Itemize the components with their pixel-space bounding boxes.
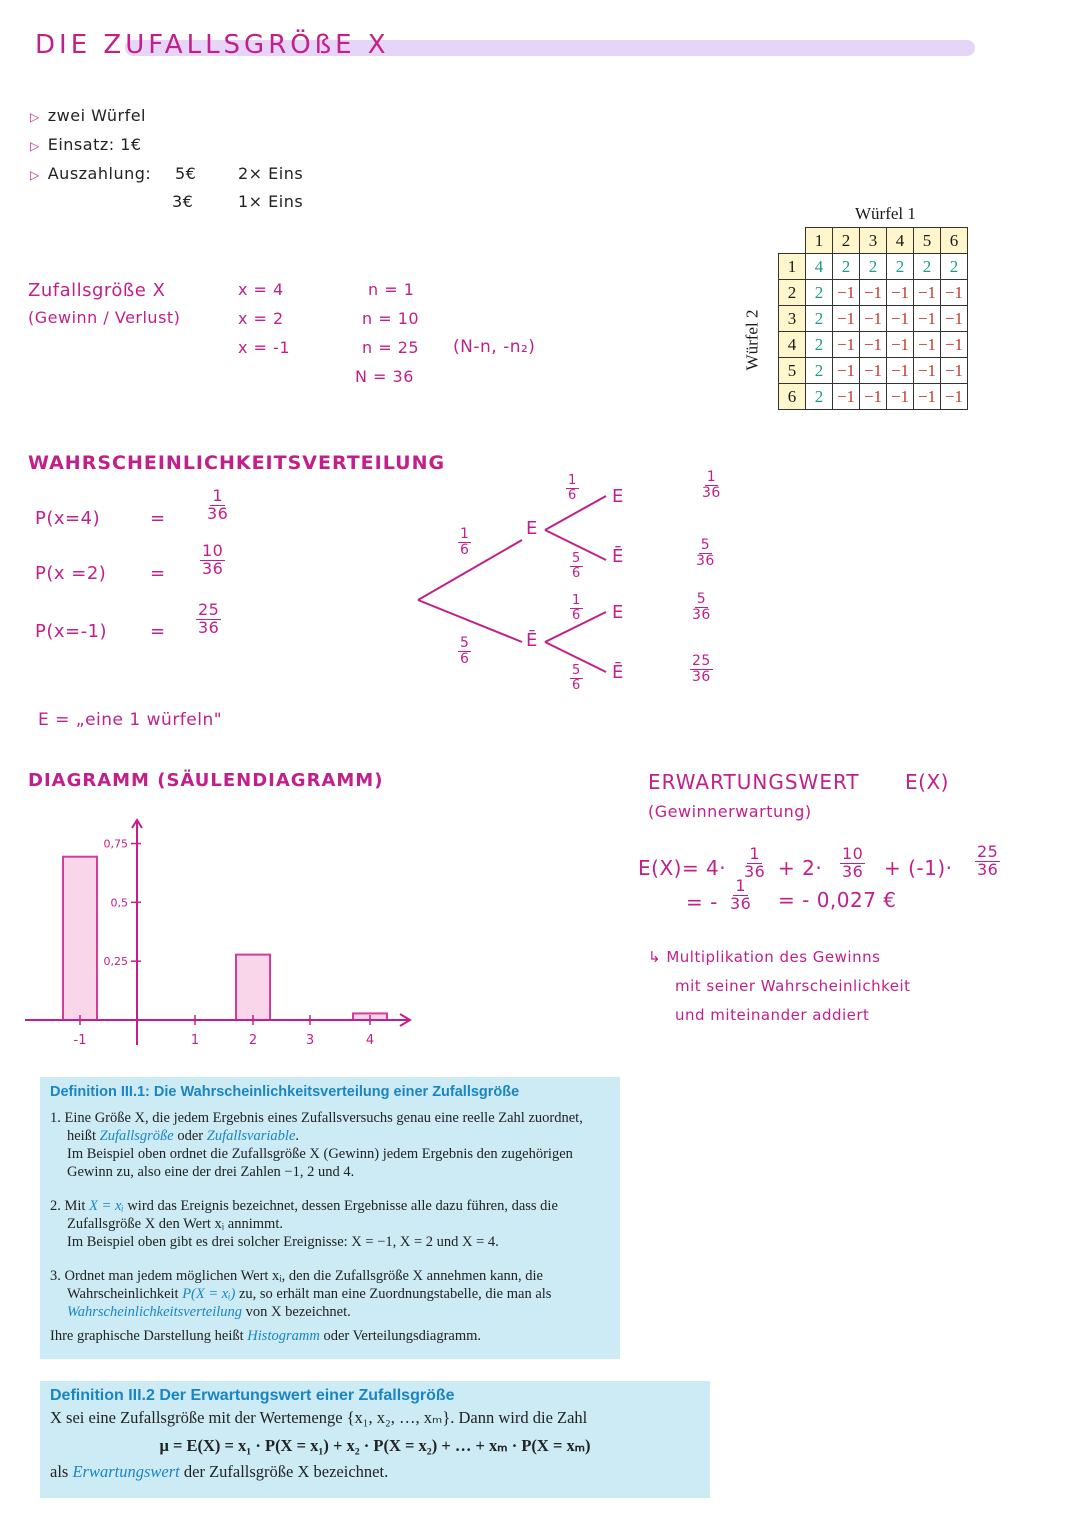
zufall-label: Zufallsgröße X bbox=[28, 280, 166, 301]
term-zufallsvariable: Zufallsvariable bbox=[206, 1128, 296, 1144]
frac-den: 6 bbox=[460, 541, 470, 558]
table-cell: −1 bbox=[887, 332, 914, 358]
table-cell: 2 bbox=[860, 254, 887, 280]
table-cell: −1 bbox=[941, 332, 968, 358]
term-verteilung: Wahrscheinlichkeitsverteilung bbox=[67, 1304, 243, 1320]
definition-2-line-3 bbox=[50, 1461, 700, 1483]
table-cell: −1 bbox=[860, 358, 887, 384]
frac-den: 36 bbox=[692, 668, 711, 685]
x-value-1: x = 4 bbox=[238, 280, 284, 299]
chart-y-tick-label: 0,75 bbox=[103, 837, 128, 851]
text: 2. Mit bbox=[50, 1198, 90, 1214]
frac-den: 6 bbox=[568, 487, 577, 503]
definition-2-formula: μ = E(X) = x₁ · P(X = x₁) + x₂ · P(X = x₂) + … + xₘ · P(X = xₘ) bbox=[159, 1436, 591, 1455]
text: der Zufallsgröße X bezeichnet. bbox=[179, 1462, 389, 1481]
table-cell: −1 bbox=[887, 280, 914, 306]
frac-num: 10 bbox=[842, 844, 864, 863]
erwartung-note-2: mit seiner Wahrscheinlichkeit bbox=[675, 977, 911, 995]
frac-den: 36 bbox=[696, 552, 715, 569]
table-cell: −1 bbox=[914, 280, 941, 306]
frac-num: 1 bbox=[568, 473, 577, 488]
payout-cond-2: 1× Eins bbox=[238, 192, 304, 211]
row-header: 3 bbox=[779, 306, 806, 332]
row-header: 2 bbox=[779, 280, 806, 306]
x-value-2: x = 2 bbox=[238, 309, 284, 328]
n-total: N = 36 bbox=[355, 367, 414, 386]
erwartung-line2-rhs: = - 0,027 € bbox=[778, 888, 897, 912]
frac-num: 1 bbox=[735, 876, 747, 895]
erwartung-line2-lhs: = - bbox=[686, 890, 718, 914]
table-cell: −1 bbox=[860, 332, 887, 358]
table-cell: −1 bbox=[941, 280, 968, 306]
col-header: 3 bbox=[860, 228, 887, 254]
x-value-3: x = -1 bbox=[238, 338, 290, 357]
prob-label-3: P(x=-1) bbox=[35, 621, 108, 642]
text: Ihre graphische Darstellung heißt bbox=[50, 1328, 248, 1344]
erwartung-ex: E(X) bbox=[905, 770, 949, 794]
payout-amount-1: 5€ bbox=[175, 164, 197, 183]
table-cell: −1 bbox=[887, 306, 914, 332]
col-header: 5 bbox=[914, 228, 941, 254]
table-cell: 4 bbox=[806, 254, 833, 280]
text: wird das Ereignis bezeichnet, dessen Ergebnisse alle dazu führen, dass die Zufallsgröße X den Wert xᵢ annimmt. bbox=[67, 1198, 558, 1232]
frac-den: 6 bbox=[572, 677, 581, 693]
bullet-dice: ▷ zwei Würfel bbox=[30, 106, 146, 125]
tree-p1 bbox=[458, 527, 471, 557]
term-histogramm: Histogramm bbox=[247, 1328, 320, 1344]
zufall-formula: (N-n, -n₂) bbox=[453, 337, 536, 357]
definition-1-box bbox=[40, 1077, 620, 1359]
tree-p6 bbox=[570, 664, 583, 692]
frac-den: 36 bbox=[198, 617, 220, 637]
prob-label-2: P(x =2) bbox=[35, 563, 107, 584]
page-title: DIE ZUFALLSGRÖßE X bbox=[35, 30, 390, 60]
definition-1-item-3 bbox=[50, 1267, 610, 1321]
col-header: 1 bbox=[806, 228, 833, 254]
table-cell: −1 bbox=[860, 306, 887, 332]
table-cell: −1 bbox=[914, 306, 941, 332]
frac-num: 5 bbox=[460, 635, 470, 651]
frac-den: 36 bbox=[842, 861, 864, 881]
term-probability: P(X = xᵢ) bbox=[182, 1286, 236, 1302]
erwartung-f4 bbox=[728, 878, 753, 913]
erwartung-line1-lhs: E(X)= 4· bbox=[638, 856, 727, 880]
frac-den: 6 bbox=[572, 607, 581, 623]
tree-node-e: E bbox=[526, 518, 538, 539]
text: Im Beispiel oben gibt es drei solcher Ereignisse: X = −1, X = 2 und X = 4. bbox=[67, 1234, 499, 1250]
tree-leaf-3: E bbox=[612, 602, 624, 623]
n-value-2: n = 10 bbox=[362, 309, 420, 328]
table-title-side: Würfel 2 bbox=[742, 309, 762, 371]
table-cell: −1 bbox=[833, 358, 860, 384]
term-zufallsgroesse: Zufallsgröße bbox=[99, 1128, 174, 1144]
erwartung-sub: (Gewinnerwartung) bbox=[648, 802, 812, 821]
erwartung-note-3: und miteinander addiert bbox=[675, 1006, 870, 1024]
table-cell: −1 bbox=[833, 332, 860, 358]
col-header: 6 bbox=[941, 228, 968, 254]
table-cell: −1 bbox=[941, 384, 968, 410]
frac-num: 25 bbox=[198, 600, 220, 619]
tree-p2 bbox=[458, 636, 471, 666]
frac-num: 1 bbox=[460, 526, 470, 542]
col-header: 2 bbox=[833, 228, 860, 254]
frac-num: 10 bbox=[202, 541, 224, 560]
frac-den: 36 bbox=[730, 893, 752, 913]
erwartung-line1-mid: + 2· bbox=[778, 856, 823, 880]
table-title-top: Würfel 1 bbox=[855, 204, 916, 223]
frac-den: 6 bbox=[460, 650, 470, 667]
frac-den: 36 bbox=[702, 484, 721, 501]
definition-2-line-1: X sei eine Zufallsgröße mit der Wertemenge {x₁, x₂, …, xₘ}. Dann wird die Zahl bbox=[50, 1408, 588, 1427]
table-cell: 2 bbox=[914, 254, 941, 280]
row-header: 6 bbox=[779, 384, 806, 410]
tree-result-2 bbox=[694, 538, 717, 568]
frac-den: 36 bbox=[207, 503, 229, 523]
table-cell: −1 bbox=[887, 358, 914, 384]
table-cell: 2 bbox=[833, 254, 860, 280]
definition-2-box bbox=[40, 1381, 710, 1498]
payout-amount-2: 3€ bbox=[172, 192, 194, 211]
table-cell: −1 bbox=[914, 358, 941, 384]
text: zu, so erhält man eine Zuordnungstabelle, die man als bbox=[235, 1286, 552, 1302]
verteilung-heading: WAHRSCHEINLICHKEITSVERTEILUNG bbox=[28, 452, 446, 474]
frac-den: 36 bbox=[202, 558, 224, 578]
term-erwartungswert: Erwartungswert bbox=[72, 1462, 180, 1481]
term-event: X = xᵢ bbox=[89, 1198, 124, 1214]
erwartung-heading: ERWARTUNGSWERT bbox=[648, 770, 860, 794]
bullet-auszahlung: ▷ Auszahlung: bbox=[30, 164, 152, 183]
prob-eq-3: = bbox=[150, 621, 166, 642]
tree-p3 bbox=[566, 474, 579, 502]
frac-num: 1 bbox=[572, 593, 581, 608]
chart-bar bbox=[63, 857, 97, 1020]
bar-chart bbox=[20, 810, 420, 1055]
table-cell: −1 bbox=[833, 306, 860, 332]
zufall-sublabel: (Gewinn / Verlust) bbox=[28, 308, 181, 327]
frac-num: 25 bbox=[692, 653, 711, 669]
erwartung-line1-mid2: + (-1)· bbox=[884, 856, 953, 880]
chart-x-tick-label: 1 bbox=[190, 1033, 200, 1048]
col-header: 4 bbox=[887, 228, 914, 254]
tree-p4 bbox=[570, 552, 583, 580]
table-cell: −1 bbox=[914, 384, 941, 410]
tree-leaf-2: Ē bbox=[612, 546, 624, 567]
tree-p5 bbox=[570, 594, 583, 622]
chart-x-tick-label: 3 bbox=[305, 1033, 315, 1048]
chart-x-tick-label: 2 bbox=[248, 1033, 258, 1048]
tree-leaf-4: Ē bbox=[612, 662, 624, 683]
frac-num: 5 bbox=[696, 591, 707, 607]
frac-den: 36 bbox=[977, 859, 999, 879]
frac-num: 5 bbox=[572, 551, 581, 566]
tree-result-1 bbox=[700, 470, 723, 500]
table-cell: 2 bbox=[806, 358, 833, 384]
chart-x-tick-label: -1 bbox=[73, 1033, 87, 1048]
table-cell: 2 bbox=[887, 254, 914, 280]
definition-1-item-2 bbox=[50, 1197, 610, 1251]
frac-num: 5 bbox=[572, 663, 581, 678]
tree-node-ebar: Ē bbox=[526, 630, 538, 651]
text: Im Beispiel oben ordnet die Zufallsgröße X (Gewinn) jedem Ergebnis den zugehörigen Gewinn zu, also eine der drei Zahlen −1, 2 und 4. bbox=[67, 1146, 573, 1180]
tree-diagram bbox=[0, 0, 1080, 720]
row-header: 5 bbox=[779, 358, 806, 384]
table-cell: 2 bbox=[806, 332, 833, 358]
table-cell: 2 bbox=[806, 280, 833, 306]
frac-den: 36 bbox=[744, 861, 766, 881]
frac-num: 1 bbox=[212, 486, 224, 505]
frac-num: 5 bbox=[700, 537, 711, 553]
text: von X bezeichnet. bbox=[242, 1304, 351, 1320]
definition-1-title: Definition III.1: Die Wahrscheinlichkeitsverteilung einer Zufallsgröße bbox=[50, 1084, 520, 1100]
row-header: 1 bbox=[779, 254, 806, 280]
erwartung-f2 bbox=[840, 846, 865, 881]
definition-1-item-4 bbox=[50, 1327, 610, 1345]
chart-x-tick-label: 4 bbox=[365, 1033, 375, 1048]
table-cell: 2 bbox=[806, 384, 833, 410]
text: 1. Eine Größe X, die jedem Ergebnis eines Zufallsversuchs genau eine reelle Zahl zuordnet, heißt bbox=[50, 1110, 583, 1144]
tree-result-3 bbox=[690, 592, 713, 622]
frac-num: 25 bbox=[977, 842, 999, 861]
definition-2-title: Definition III.2 Der Erwartungswert einer Zufallsgröße bbox=[50, 1387, 455, 1404]
n-value-3: n = 25 bbox=[362, 338, 420, 357]
frac-num: 1 bbox=[749, 844, 761, 863]
table-cell: −1 bbox=[860, 280, 887, 306]
prob-label-1: P(x=4) bbox=[35, 508, 101, 529]
diagram-heading: DIAGRAMM (SÄULENDIAGRAMM) bbox=[28, 770, 384, 791]
text: oder bbox=[173, 1128, 207, 1144]
payout-cond-1: 2× Eins bbox=[238, 164, 304, 183]
erwartung-note-1: ↳ Multiplikation des Gewinns bbox=[648, 948, 881, 966]
text: . bbox=[295, 1128, 300, 1144]
frac-den: 6 bbox=[572, 565, 581, 581]
text: oder Verteilungsdiagramm. bbox=[319, 1328, 482, 1344]
row-header: 4 bbox=[779, 332, 806, 358]
chart-y-tick-label: 0,25 bbox=[103, 955, 128, 969]
n-value-1: n = 1 bbox=[368, 280, 415, 299]
tree-result-4 bbox=[690, 654, 713, 684]
bullet-einsatz: ▷ Einsatz: 1€ bbox=[30, 135, 142, 154]
prob-eq-2: = bbox=[150, 563, 166, 584]
event-note: E = „eine 1 würfeln" bbox=[38, 710, 223, 730]
table-cell: 2 bbox=[941, 254, 968, 280]
prob-eq-1: = bbox=[150, 508, 166, 529]
table-cell: −1 bbox=[941, 306, 968, 332]
definition-1-item-1 bbox=[50, 1109, 610, 1181]
frac-den: 36 bbox=[692, 606, 711, 623]
text: 3. Ordnet man jedem möglichen Wert xᵢ, den die Zufallsgröße X annehmen kann, die Wahrscheinlichkeit bbox=[50, 1268, 543, 1302]
tree-leaf-1: E bbox=[612, 486, 624, 507]
table-cell: −1 bbox=[887, 384, 914, 410]
table-cell: −1 bbox=[914, 332, 941, 358]
table-cell: −1 bbox=[833, 280, 860, 306]
chart-y-tick-label: 0,5 bbox=[110, 896, 128, 910]
erwartung-f3 bbox=[975, 844, 1000, 879]
table-cell: 2 bbox=[806, 306, 833, 332]
text: als bbox=[50, 1462, 73, 1481]
table-cell: −1 bbox=[941, 358, 968, 384]
chart-bar bbox=[236, 955, 270, 1020]
frac-num: 1 bbox=[706, 469, 717, 485]
table-cell: −1 bbox=[833, 384, 860, 410]
table-cell: −1 bbox=[860, 384, 887, 410]
